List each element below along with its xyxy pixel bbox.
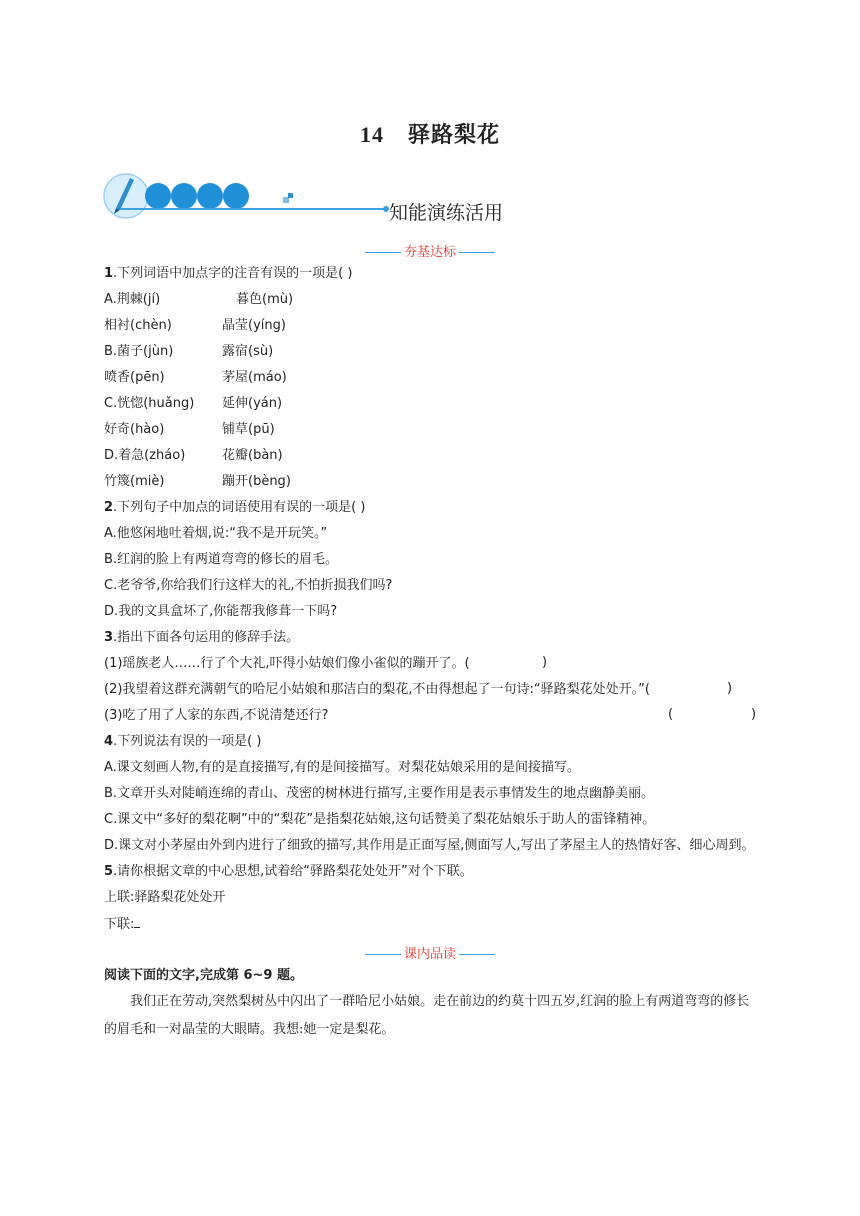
q1-row-8 [104,473,164,491]
q1-option: 相衬(chèn) [104,318,172,333]
q1-row-6b [222,421,275,439]
q1-option: 茅屋(máo) [222,370,287,385]
lesson-title: 驿路梨花 [407,122,500,148]
q3-sentence-3: (3)吃了用了人家的东西,不说清楚还行? [104,708,329,723]
q1-option: 暮色(mù) [236,292,294,307]
q4-option-a: A.课文刻画人物,有的是直接描写,有的是间接描写。对梨花姑娘采用的是间接描写。 [104,760,581,775]
q3-sentence-1: (1)瑶族老人……行了个大礼,吓得小姑娘们像小雀似的蹦开了。( [104,656,470,671]
q5-lower-label: 下联: [104,917,135,932]
q4-stem [104,733,261,751]
q4-text: .下列说法有误的一项是( ) [113,734,262,749]
q5-text: .请你根据文章的中心思想,试着给“驿路梨花处处开”对个下联。 [113,864,473,879]
q1-row-2 [104,317,172,335]
q1-option: 喷香(pēn) [104,370,165,385]
section-heading-reading [0,943,860,962]
q1-text: .下列词语中加点字的注音有误的一项是( ) [113,266,353,281]
q1-row-1b [236,291,293,309]
rule-right [459,954,495,955]
q1-option: 好奇(hào) [104,422,165,437]
q1-row-7 [104,447,185,465]
q1-option: 蹦开(bèng) [222,474,291,489]
q5-lower-couplet [104,915,140,934]
page-title [0,118,860,149]
q1-option: A.荆棘(jí) [104,292,161,307]
q1-option: C.恍惚(huǎng) [104,396,195,411]
q2-text: .下列句子中加点的词语使用有误的一项是( ) [113,500,366,515]
q1-row-2b [222,317,286,335]
q4-option-c: C.课文中“多好的梨花啊”中的“梨花”是指梨花姑娘,这句话赞美了梨花姑娘乐于助人的雷锋精神。 [104,812,656,827]
q3-s3-open: ( [668,707,674,722]
q2-option-d: D.我的文具盒坏了,你能帮我修葺一下吗? [104,604,338,619]
q1-option: B.菌子(jùn) [104,344,174,359]
q1-row-3b [222,343,273,361]
q3-text: .指出下面各句运用的修辞手法。 [113,630,300,645]
section-heading-basic [0,241,860,260]
rule-left [365,954,401,955]
lesson-number: 14 [359,122,384,147]
q1-option: 花瓣(bàn) [222,448,283,463]
section-title: 课内品读 [403,947,456,962]
banner-label: 知能演练活用 [389,202,504,224]
q1-option: D.着急(zháo) [104,448,186,463]
q5-stem [104,863,473,881]
q1-row-8b [222,473,291,491]
q1-number: 1 [104,266,114,281]
q3-stem [104,629,299,647]
reading-passage: 我们正在劳动,突然梨树丛中闪出了一群哈尼小姑娘。走在前边的约莫十四五岁,红润的脸上有两道弯弯的修长的眉毛和一对晶莹的大眼睛。我想:她一定是梨花。 [104,994,750,1037]
q1-row-1 [104,291,160,309]
q1-row-6 [104,421,164,439]
q3-s3-close: ) [751,707,757,722]
answer-line[interactable] [134,915,140,928]
q2-option-c: C.老爷爷,你给我们行这样大的礼,不怕折损我们吗? [104,578,393,593]
q1-stem [104,265,352,283]
section-title: 夯基达标 [403,245,456,260]
q1-option: 露宿(sù) [222,344,274,359]
q2-option-b: B.红润的脸上有两道弯弯的修长的眉毛。 [104,552,339,567]
q1-row-5b [222,395,282,413]
q4-number: 4 [104,734,114,749]
q4-option-d: D.课文对小茅屋由外到内进行了细致的描写,其作用是正面写屋,侧面写人,写出了茅屋主人的热情好客、细心周到。 [104,838,755,853]
q3-s1-close: ) [542,655,548,670]
q1-option: 竹篾(miè) [104,474,165,489]
q1-row-4b [222,369,287,387]
rule-left [365,252,401,253]
q1-option: 铺草(pū) [222,422,275,437]
q1-option: 晶莹(yíng) [222,318,286,333]
q1-row-4 [104,369,165,387]
q5-upper-couplet: 上联:驿路梨花处处开 [104,890,226,905]
reading-intro: 阅读下面的文字,完成第 6~9 题。 [104,968,303,983]
q3-number: 3 [104,630,114,645]
q1-row-3 [104,343,173,361]
q1-option: 延伸(yán) [222,396,283,411]
q5-number: 5 [104,864,114,879]
q4-option-b: B.文章开头对陡峭连绵的青山、茂密的树林进行描写,主要作用是表示事情发生的地点幽静美丽。 [104,786,655,801]
q1-row-5 [104,395,194,413]
q2-stem [104,499,365,517]
q3-sentence-2: (2)我望着这群充满朝气的哈尼小姑娘和那洁白的梨花,不由得想起了一句诗:“驿路梨花处处开。”( [104,682,650,697]
rule-right [459,252,495,253]
q2-option-a: A.他悠闲地吐着烟,说:“我不是开玩笑。” [104,526,328,541]
q2-number: 2 [104,500,114,515]
q3-s2-close: ) [727,681,733,696]
q1-row-7b [222,447,283,465]
